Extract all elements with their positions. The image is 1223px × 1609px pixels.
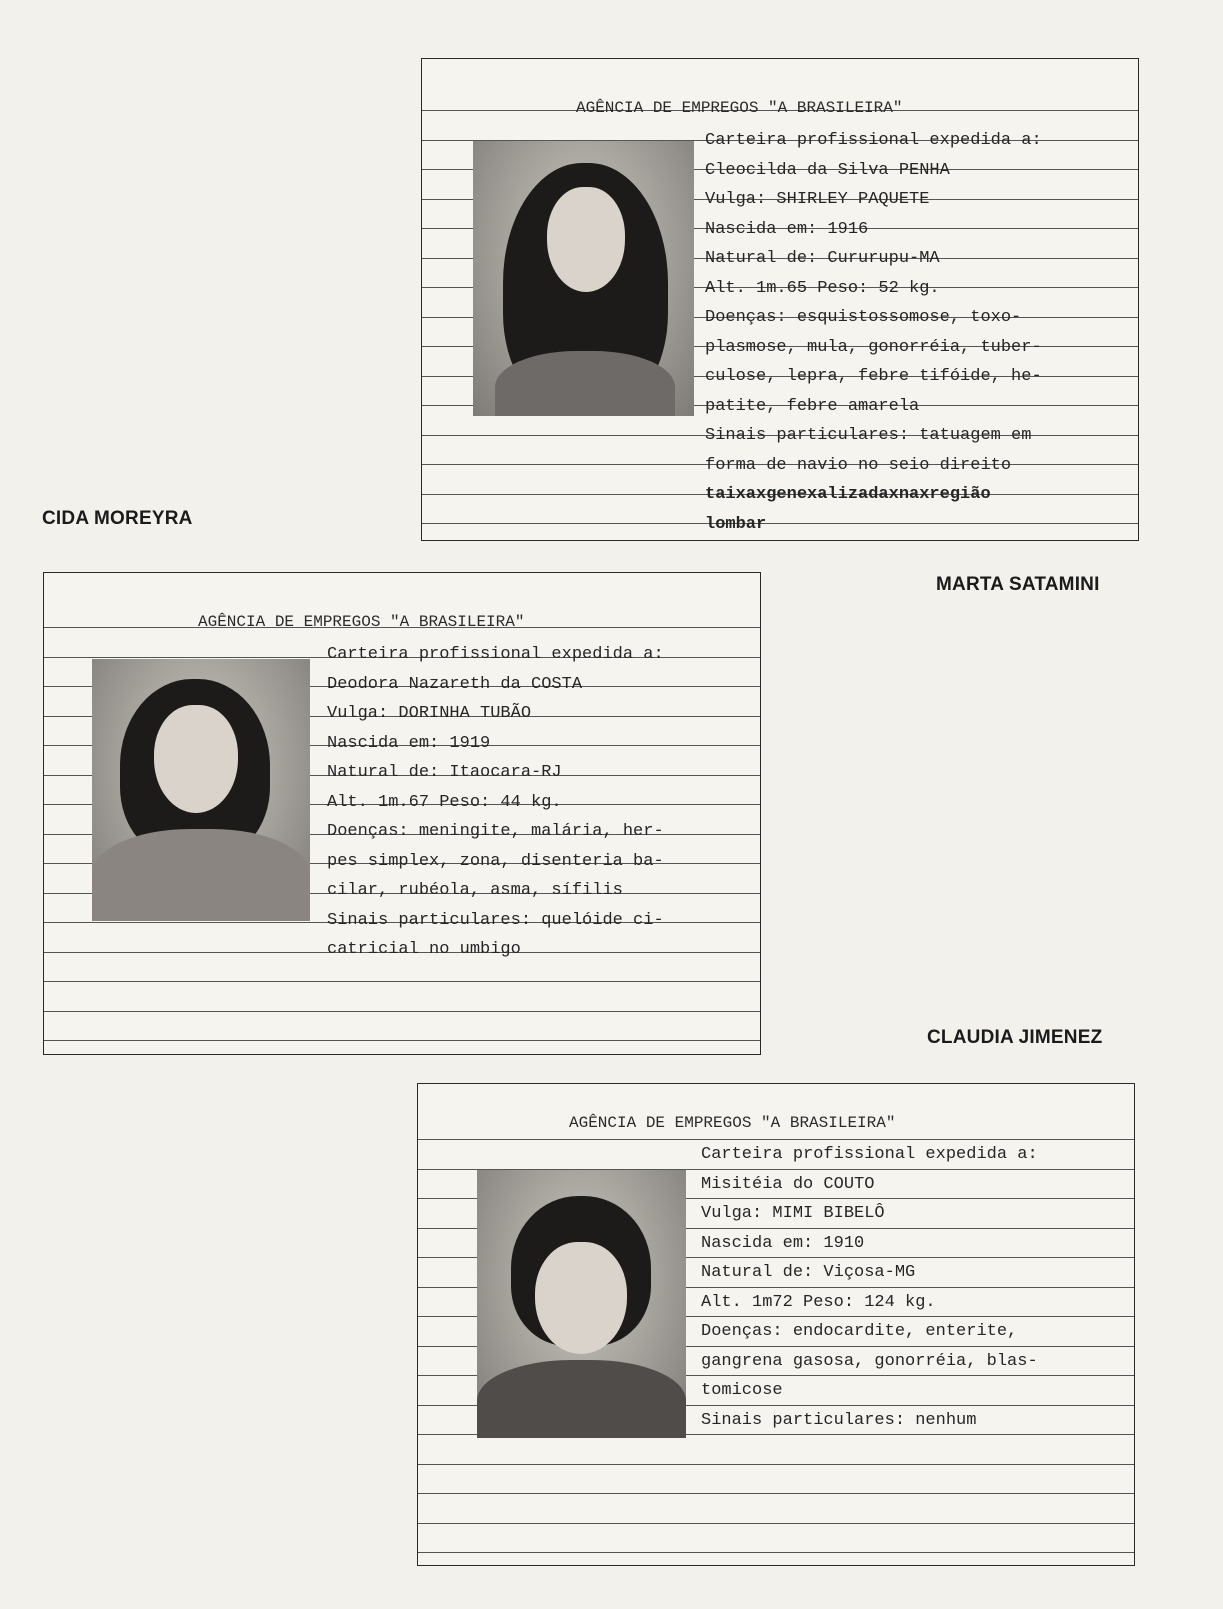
field-line: tomicose bbox=[701, 1381, 783, 1400]
label-cida-moreyra: CIDA MOREYRA bbox=[42, 508, 193, 529]
field-line: Carteira profissional expedida a: bbox=[705, 131, 1042, 150]
employment-card-1 bbox=[421, 58, 1139, 541]
field-line: Carteira profissional expedida a: bbox=[327, 645, 664, 664]
field-line: Doenças: endocardite, enterite, bbox=[701, 1322, 1018, 1341]
field-line: Cleocilda da Silva PENHA bbox=[705, 160, 950, 180]
field-line: forma de navio no seio direito bbox=[705, 455, 1012, 475]
field-line: Nascida em: 1919 bbox=[327, 733, 491, 753]
field-line: Alt. 1m.67 Peso: 44 kg. bbox=[327, 792, 562, 812]
card-fields bbox=[327, 640, 664, 965]
field-line: Alt. 1m.65 Peso: 52 kg. bbox=[705, 278, 940, 298]
field-line: Misitéia do COUTO bbox=[701, 1174, 875, 1194]
employment-card-2 bbox=[43, 572, 761, 1055]
field-line: Carteira profissional expedida a: bbox=[701, 1145, 1038, 1164]
field-line: cilar, rubéola, asma, sífilis bbox=[327, 881, 623, 900]
portrait-photo bbox=[92, 659, 310, 921]
field-line: catricial no umbigo bbox=[327, 940, 521, 959]
portrait-photo bbox=[477, 1170, 686, 1438]
field-line: Sinais particulares: nenhum bbox=[701, 1410, 977, 1430]
field-line: Sinais particulares: tatuagem em bbox=[705, 426, 1032, 445]
field-line: Sinais particulares: quelóide ci- bbox=[327, 910, 664, 930]
card-header: AGÊNCIA DE EMPREGOS "A BRASILEIRA" bbox=[576, 99, 903, 117]
field-line-struck: taixaxgenexalizadaxnaxregião bbox=[705, 485, 991, 504]
field-line: Vulga: DORINHA TUBÃO bbox=[327, 704, 532, 723]
field-line: culose, lepra, febre tifóide, he- bbox=[705, 367, 1042, 386]
field-line: pes simplex, zona, disenteria ba- bbox=[327, 851, 664, 871]
field-line: Vulga: SHIRLEY PAQUETE bbox=[705, 190, 930, 209]
field-line: plasmose, mula, gonorréia, tuber- bbox=[705, 337, 1042, 357]
field-line: Nascida em: 1916 bbox=[705, 219, 869, 239]
card-header: AGÊNCIA DE EMPREGOS "A BRASILEIRA" bbox=[569, 1114, 896, 1132]
field-line: gangrena gasosa, gonorréia, blas- bbox=[701, 1351, 1038, 1371]
field-line: Nascida em: 1910 bbox=[701, 1233, 865, 1253]
label-marta-satamini: MARTA SATAMINI bbox=[936, 574, 1100, 595]
portrait-photo bbox=[473, 141, 694, 416]
field-line: Natural de: Itaocara-RJ bbox=[327, 763, 562, 782]
field-line: Natural de: Cururupu-MA bbox=[705, 249, 940, 268]
field-line: Doenças: meningite, malária, her- bbox=[327, 822, 664, 841]
field-line: Alt. 1m72 Peso: 124 kg. bbox=[701, 1292, 936, 1312]
field-line: Natural de: Viçosa-MG bbox=[701, 1263, 916, 1282]
field-line: patite, febre amarela bbox=[705, 396, 920, 416]
field-line: Vulga: MIMI BIBELÔ bbox=[701, 1204, 885, 1223]
card-header: AGÊNCIA DE EMPREGOS "A BRASILEIRA" bbox=[198, 613, 525, 631]
label-claudia-jimenez: CLAUDIA JIMENEZ bbox=[927, 1027, 1103, 1048]
field-line: lombar bbox=[705, 514, 767, 534]
card-fields bbox=[705, 126, 1042, 539]
employment-card-3 bbox=[417, 1083, 1135, 1566]
field-line: Doenças: esquistossomose, toxo- bbox=[705, 308, 1022, 327]
card-fields bbox=[701, 1140, 1038, 1435]
field-line: Deodora Nazareth da COSTA bbox=[327, 674, 583, 694]
